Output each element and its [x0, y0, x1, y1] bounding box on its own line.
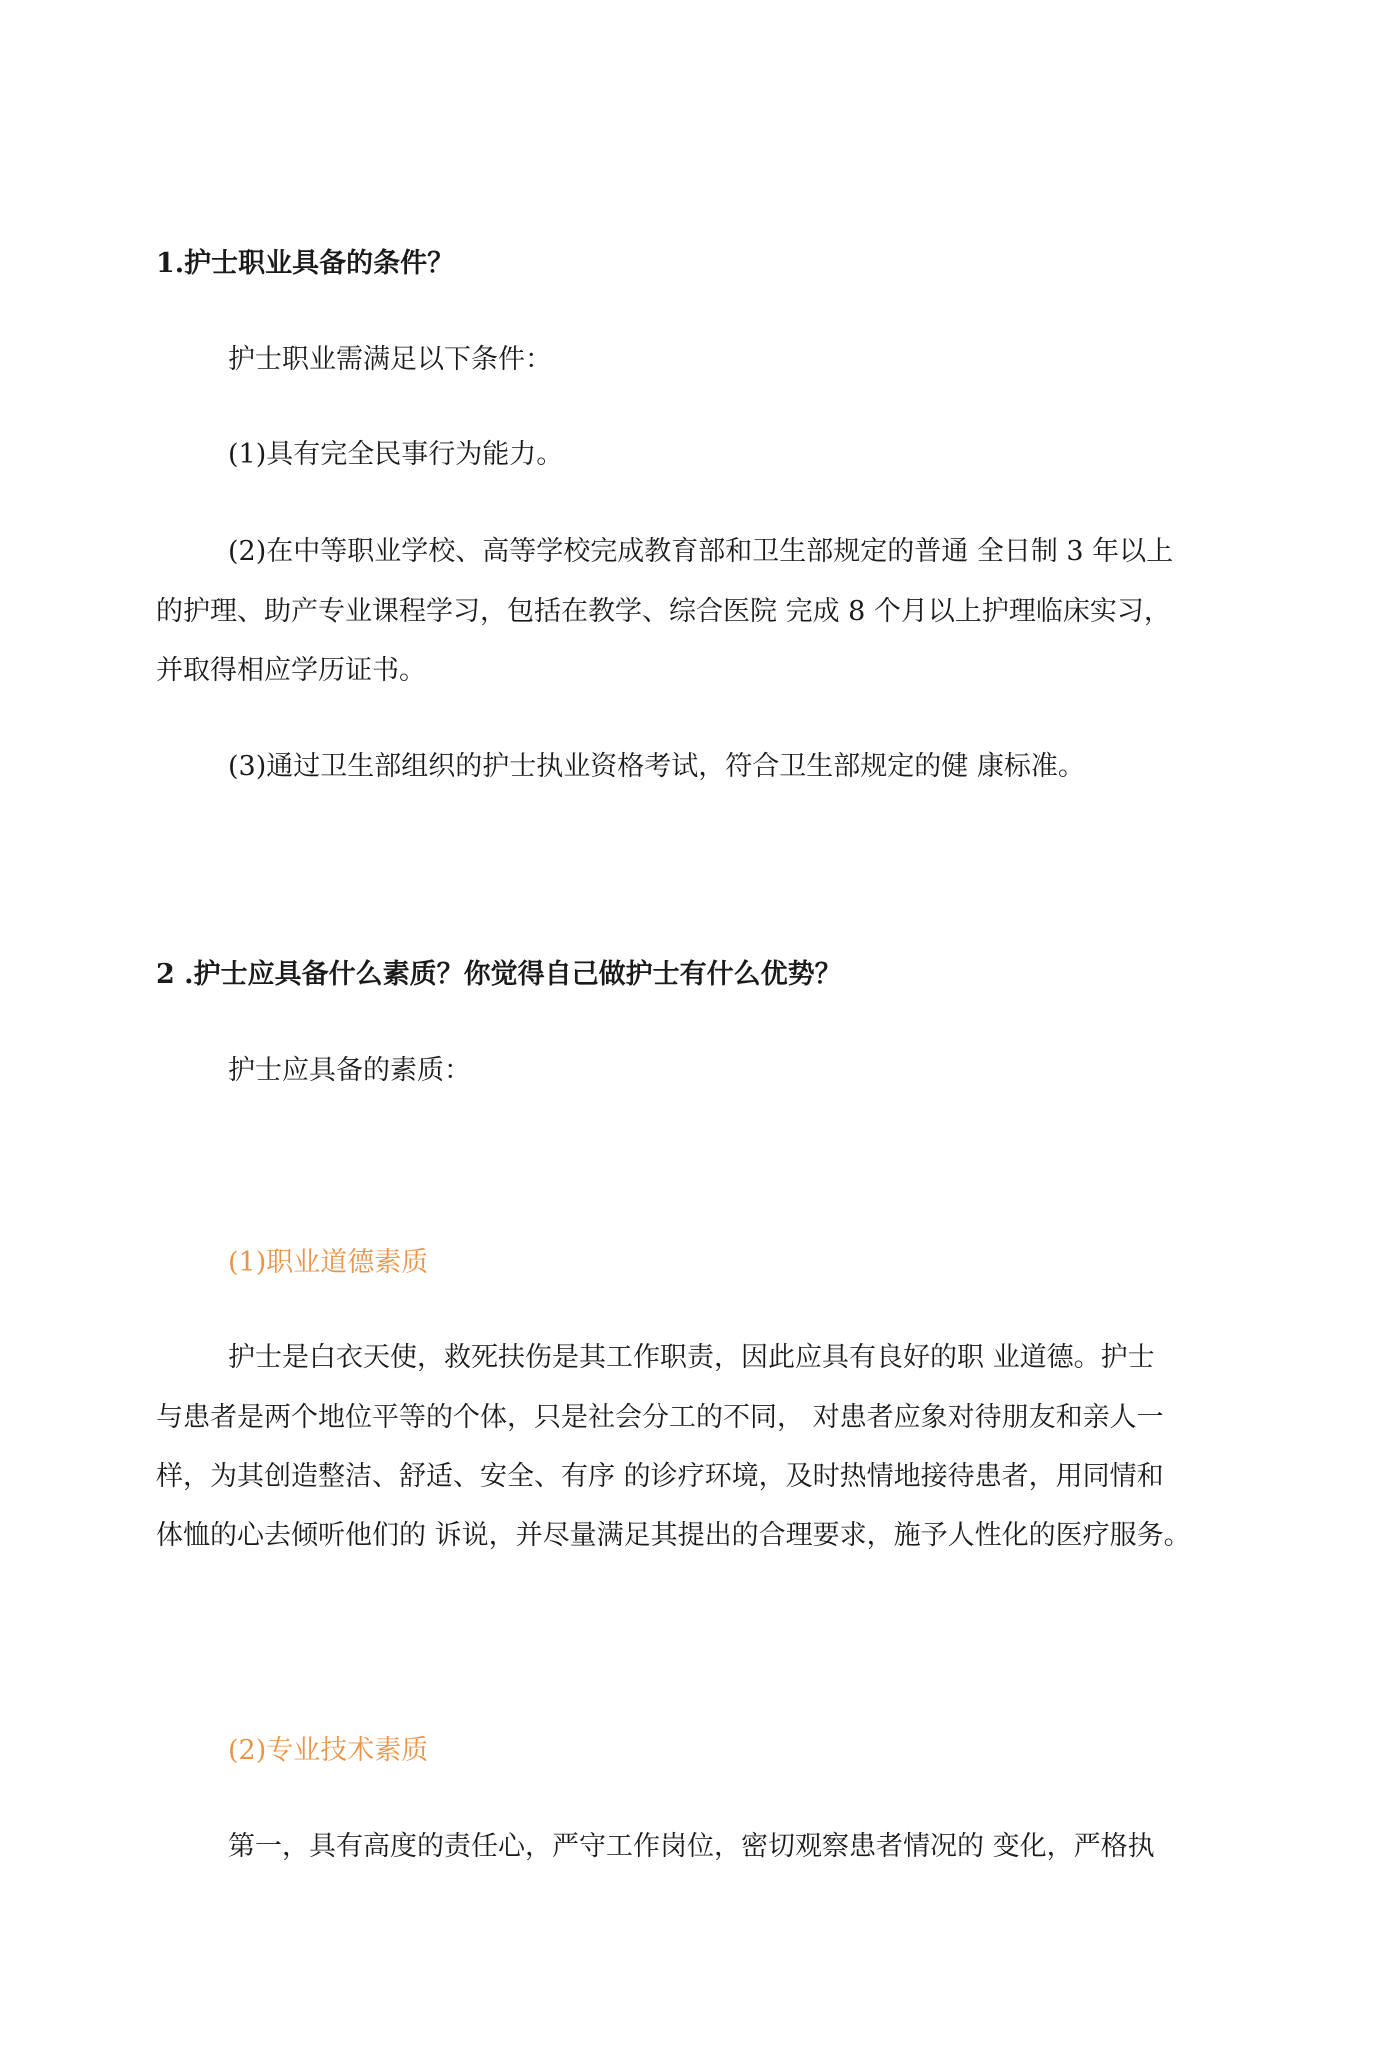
condition-2-line-3: 并取得相应学历证书。 — [156, 655, 426, 686]
section-1-heading: (1)职业道德素质 — [228, 1247, 429, 1278]
question-2-title: 2 .护士应具备什么素质？你觉得自己做护士有什么优势？ — [156, 959, 842, 990]
section-2-heading: (2)专业技术素质 — [228, 1735, 429, 1766]
question-1-intro: 护士职业需满足以下条件： — [228, 344, 552, 375]
section-1-line-4: 体恤的心去倾听他们的 诉说，并尽量满足其提出的合理要求，施予人性化的医疗服务。 — [156, 1520, 1191, 1551]
condition-1: (1)具有完全民事行为能力。 — [228, 439, 564, 470]
section-1-line-1: 护士是白衣天使，救死扶伤是其工作职责，因此应具有良好的职 业道德。护士 — [228, 1342, 1155, 1373]
section-2-line-1: 第一，具有高度的责任心，严守工作岗位，密切观察患者情况的 变化，严格执 — [228, 1831, 1155, 1862]
section-1-line-2: 与患者是两个地位平等的个体，只是社会分工的不同， 对患者应象对待朋友和亲人一 — [156, 1402, 1164, 1433]
question-2-intro: 护士应具备的素质： — [228, 1055, 471, 1086]
condition-3: (3)通过卫生部组织的护士执业资格考试，符合卫生部规定的健 康标准。 — [228, 751, 1085, 782]
section-1-line-3: 样，为其创造整洁、舒适、安全、有序 的诊疗环境，及时热情地接待患者，用同情和 — [156, 1461, 1164, 1492]
question-1-title: 1.护士职业具备的条件？ — [156, 248, 455, 279]
condition-2-line-2: 的护理、助产专业课程学习，包括在教学、综合医院 完成 8 个月以上护理临床实习， — [156, 596, 1171, 627]
condition-2-line-1: (2)在中等职业学校、高等学校完成教育部和卫生部规定的普通 全日制 3 年以上 — [228, 536, 1174, 567]
